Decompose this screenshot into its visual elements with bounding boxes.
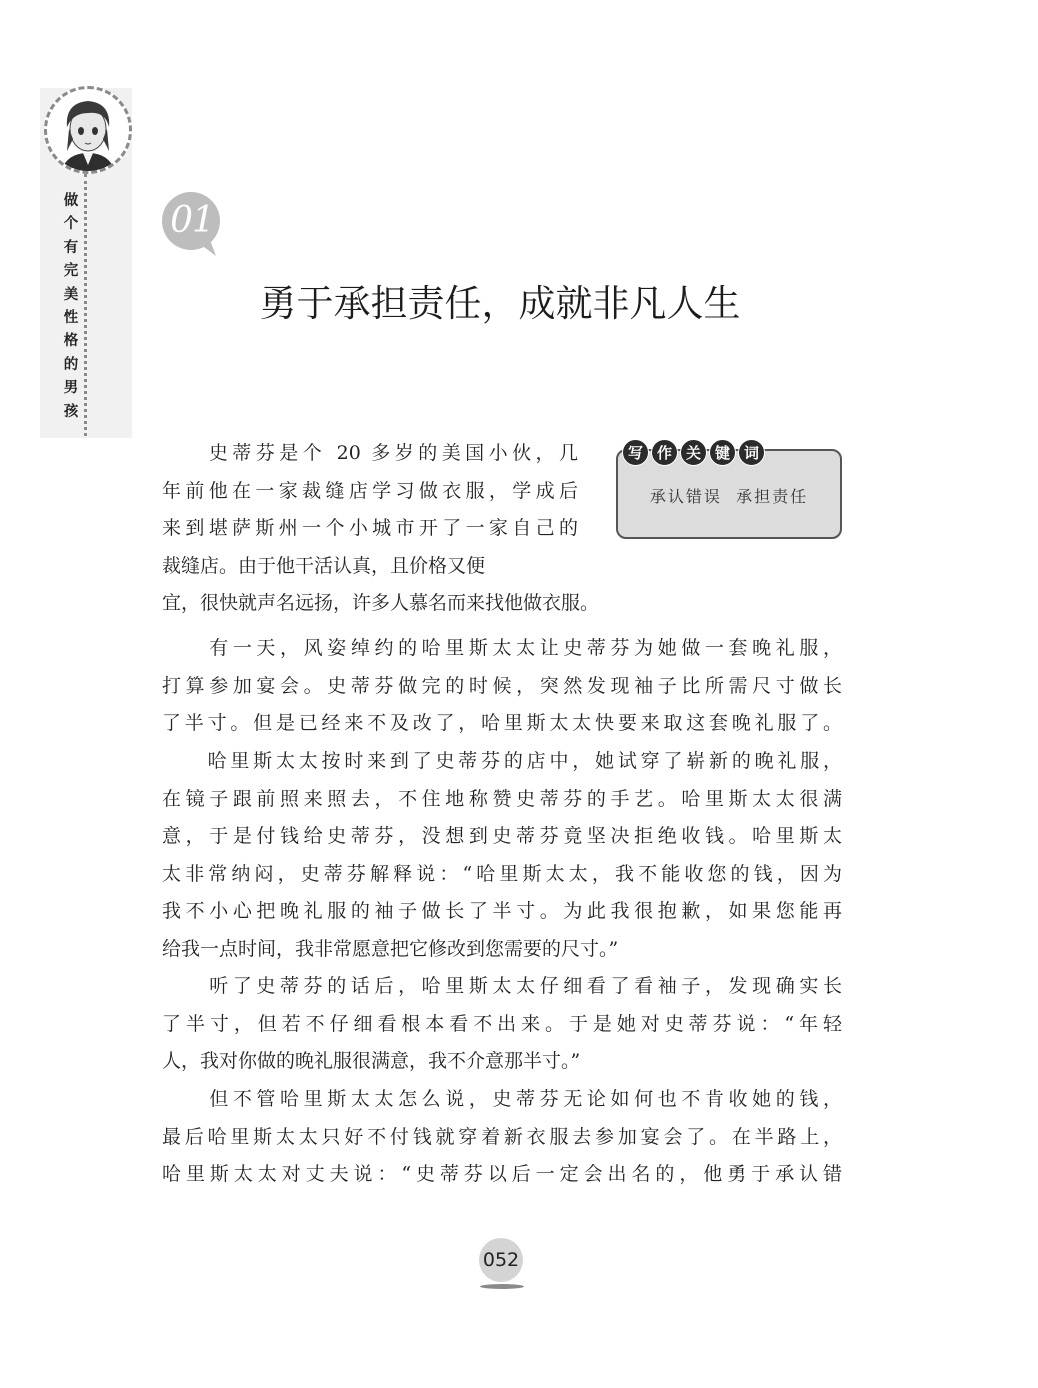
text-line: 最后哈里斯太太只好不付钱就穿着新衣服去参加宴会了。在半路上， xyxy=(162,1125,842,1148)
series-title-char: 美 xyxy=(63,286,79,303)
series-title-char: 个 xyxy=(63,216,79,233)
text-line: 听了史蒂芬的话后，哈里斯太太仔细看了看袖子，发现确实长 xyxy=(162,975,842,997)
series-title-char: 性 xyxy=(63,310,79,327)
paragraph-1-tail xyxy=(162,585,842,623)
text-line: 在镜子跟前照来照去，不住地称赞史蒂芬的手艺。哈里斯太太很满 xyxy=(162,787,842,810)
text-line: 有一天，风姿绰约的哈里斯太太让史蒂芬为她做一套晚礼服， xyxy=(162,637,842,659)
text-line: 人，我对你做的晚礼服很满意，我不介意那半寸。” xyxy=(162,1050,581,1072)
series-title-char: 的 xyxy=(63,356,79,373)
series-title xyxy=(58,190,84,424)
text-line: 年前他在一家裁缝店学习做衣服，学成后 xyxy=(162,479,578,502)
series-title-char: 有 xyxy=(63,239,79,256)
text-line: 哈里斯太太对丈夫说：“史蒂芬以后一定会出名的，他勇于承认错 xyxy=(162,1163,842,1185)
keyword-label xyxy=(622,438,765,466)
keyword-label-char: 作 xyxy=(651,439,678,466)
text-line: 了半寸。但是已经来不及改了，哈里斯太太快要来取这套晚礼服了。 xyxy=(162,712,842,734)
paragraph-3 xyxy=(162,743,842,968)
text-line: 意，于是付钱给史蒂芬，没想到史蒂芬竟坚决拒绝收钱。哈里斯太 xyxy=(162,825,842,847)
series-title-char: 男 xyxy=(63,380,79,397)
text-line: 史蒂芬是个 20 多岁的美国小伙，几 xyxy=(162,442,578,464)
paragraph-2 xyxy=(162,630,842,743)
series-title-char: 做 xyxy=(63,193,79,209)
chapter-number: 01 xyxy=(170,200,214,241)
text-line: 太非常纳闷，史蒂芬解释说：“哈里斯太太，我不能收您的钱，因为 xyxy=(162,862,842,885)
boy-portrait-icon xyxy=(44,86,132,174)
paragraph-5 xyxy=(162,1081,842,1194)
keyword-label-char: 关 xyxy=(680,439,707,466)
text-line: 来到堪萨斯州一个小城市开了一家自己的 xyxy=(162,517,578,539)
text-line: 宜，很快就声名远扬，许多人慕名而来找他做衣服。 xyxy=(162,592,600,614)
text-line: 给我一点时间，我非常愿意把它修改到您需要的尺寸。” xyxy=(162,937,619,960)
page-number-shadow xyxy=(480,1284,524,1289)
keyword-text: 承认错误 承担责任 xyxy=(649,487,809,506)
chapter-title: 勇于承担责任，成就非凡人生 xyxy=(259,282,741,325)
series-title-char: 完 xyxy=(63,263,79,280)
keyword-label-char: 键 xyxy=(709,439,736,466)
text-line: 我不小心把晚礼服的袖子做长了半寸。为此我很抱歉，如果您能再 xyxy=(162,900,842,922)
text-line: 打算参加宴会。史蒂芬做完的时候，突然发现袖子比所需尺寸做长 xyxy=(162,674,842,697)
text-line: 了半寸，但若不仔细看根本看不出来。于是她对史蒂芬说：“年轻 xyxy=(162,1012,842,1035)
text-line: 但不管哈里斯太太怎么说，史蒂芬无论如何也不肯收她的钱， xyxy=(162,1088,842,1110)
series-title-char: 孩 xyxy=(63,403,79,420)
paragraph-4 xyxy=(162,968,842,1081)
keyword-label-char: 写 xyxy=(622,439,649,466)
text-line: 裁缝店。由于他干活认真，且价格又便 xyxy=(162,554,486,577)
page-number: 052 xyxy=(482,1249,520,1271)
series-title-char: 格 xyxy=(63,333,79,350)
text-line: 哈里斯太太按时来到了史蒂芬的店中，她试穿了崭新的晚礼服， xyxy=(162,750,842,772)
keyword-label-char: 词 xyxy=(738,439,765,466)
side-dashed-line xyxy=(84,174,87,436)
paragraph-1 xyxy=(162,435,578,585)
